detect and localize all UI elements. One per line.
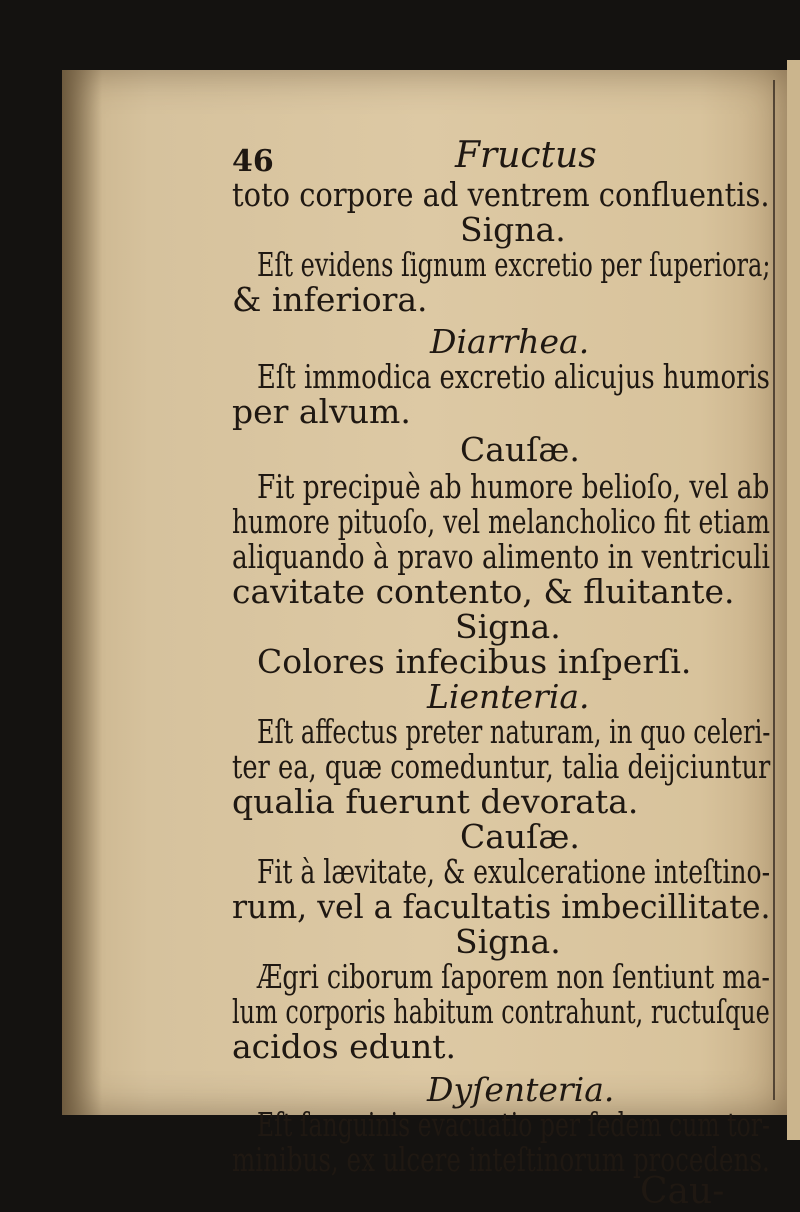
text-line: rum, vel a facultatis imbecillitate. [232,887,771,926]
section-heading: Diarrhea. [430,322,590,361]
text-line: & inferiora. [232,280,428,319]
text-line: Eſt evidens ſignum excretio per ſuperiora; [257,245,771,284]
text-line: Ægri ciborum ſaporem non ſentiunt ma- [257,957,770,996]
text-line: toto corpore ad ventrem confluentis. [232,175,770,214]
text-line: Fit precipuè ab humore belioſo, vel ab [257,467,770,506]
section-heading: Lienteria. [427,677,590,716]
running-head: Fructus [455,135,597,176]
facing-page-edge [787,60,800,1140]
text-line: cavitate contento, & fluitante. [232,572,735,611]
text-line: minibus, ex ulcere inteſtinorum procedens. [232,1140,770,1179]
text-line: Fit à lævitate, & exulceratione inteſtino- [257,852,771,891]
text-line: qualia fuerunt devorata. [232,782,639,821]
text-line: ter ea, quæ comeduntur, talia deijciuntur [232,747,771,786]
text-line: Eſt affectus preter naturam, in quo celeri- [257,712,771,751]
text-line: Colores infecibus inſperſi. [257,642,692,681]
text-line: acidos edunt. [232,1027,457,1066]
text-line: aliquando à pravo alimento in ventriculi [232,537,770,576]
text-line: per alvum. [232,392,411,431]
text-line: Eſt ſanguinis evacuatio per ſedem cum tor- [257,1105,770,1144]
section-heading: Cauſæ. [460,817,580,856]
page-number: 46 [232,144,274,179]
text-line: Eſt immodica excretio alicujus humoris [257,357,770,396]
page-shadow-edge [62,70,102,1115]
section-heading: Signa. [455,922,561,961]
section-heading: Signa. [460,210,566,249]
gutter-line [773,80,775,1100]
text-line: humore pituoſo, vel melancholico fit etiam [232,502,770,541]
catchword: Cau- [640,1171,725,1212]
section-heading: Signa. [455,607,561,646]
text-line: lum corporis habitum contrahunt, ructuſque [232,992,770,1031]
section-heading: Dyſenteria. [427,1070,615,1109]
section-heading: Cauſæ. [460,430,580,469]
